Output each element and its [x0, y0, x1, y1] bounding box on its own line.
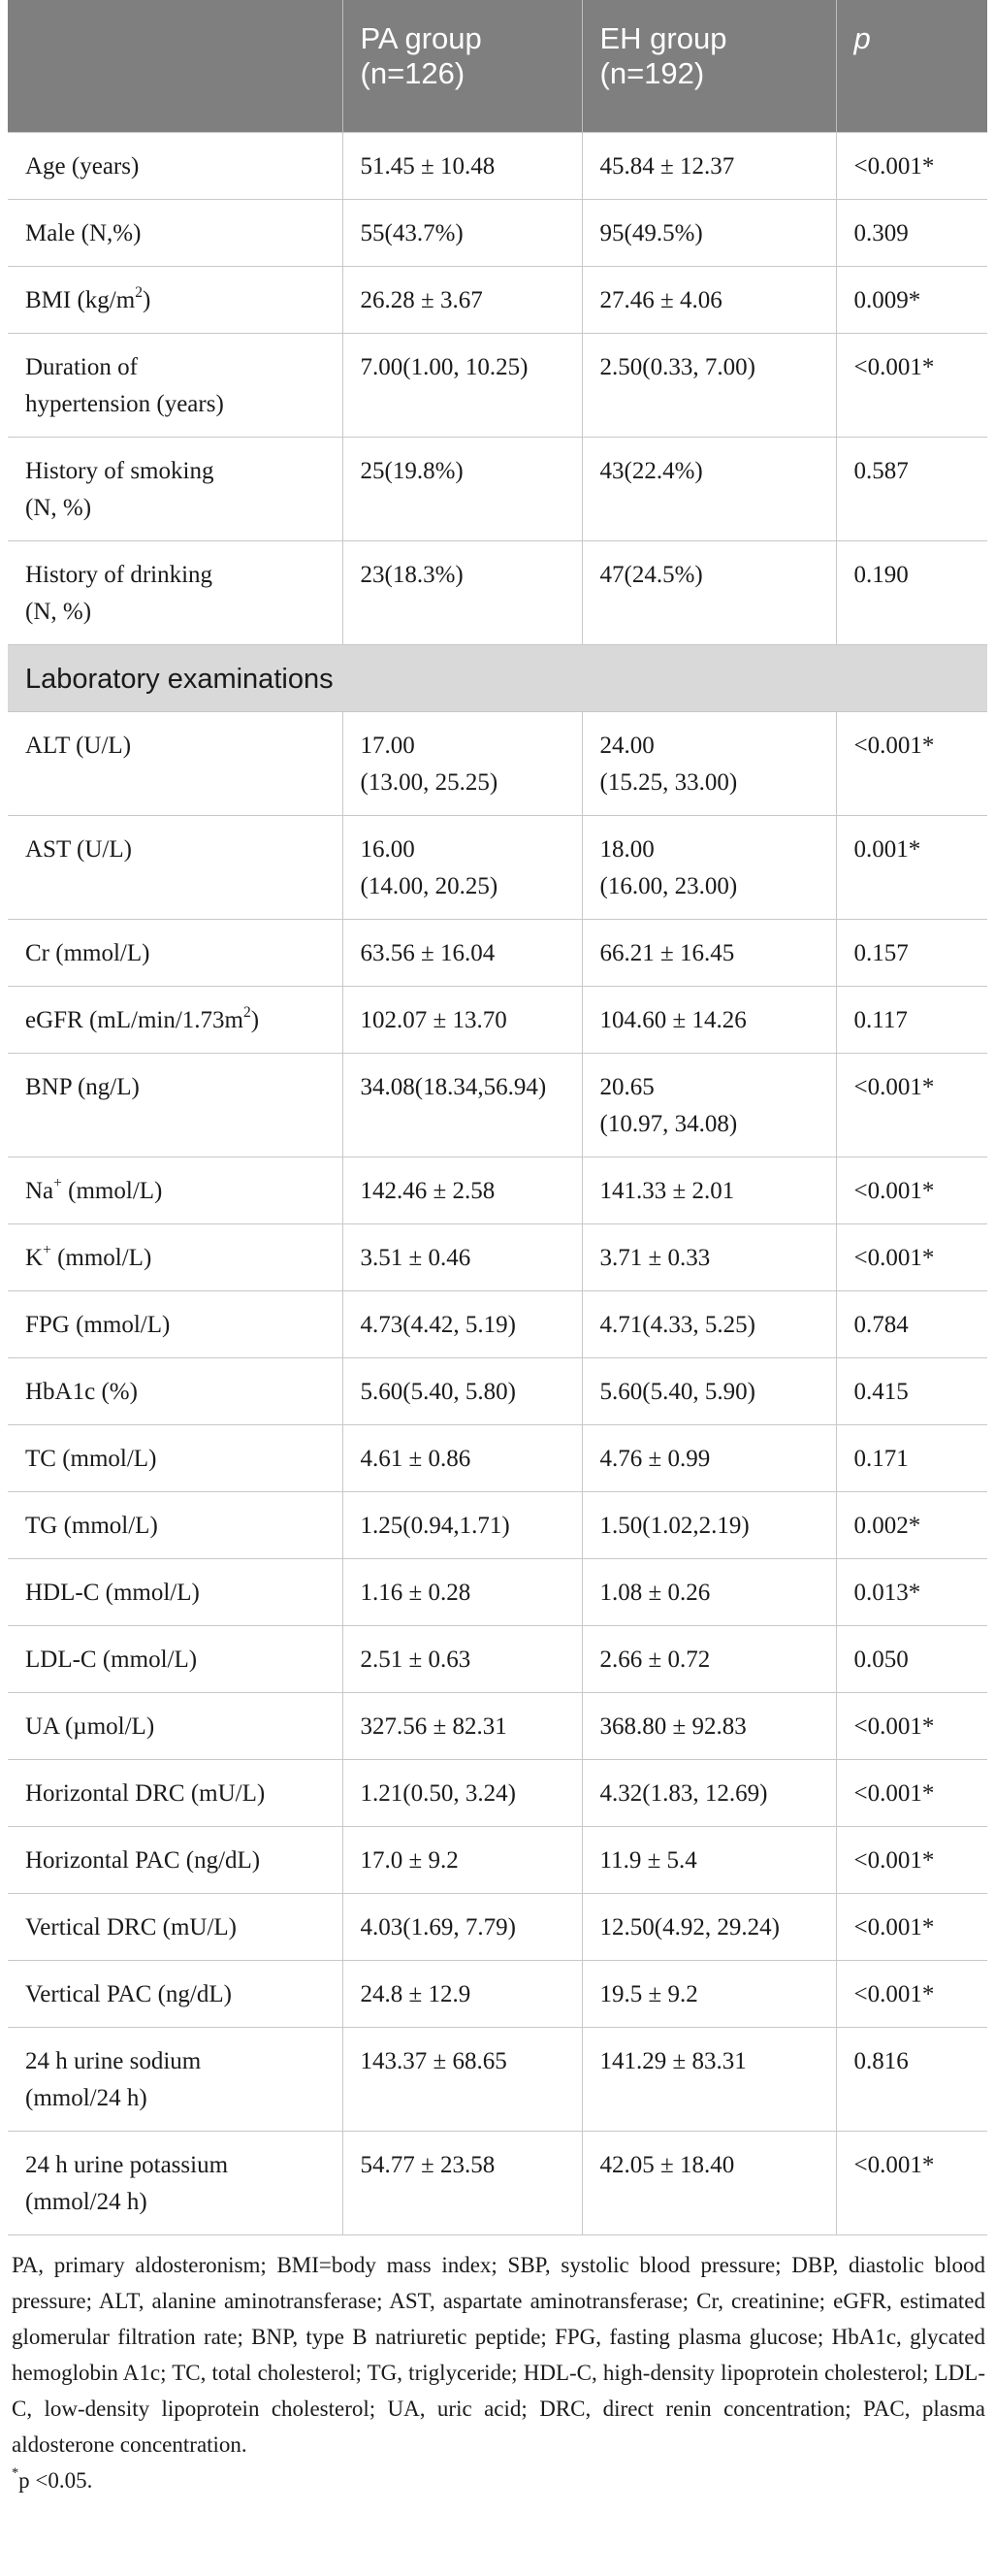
row-label [8, 1357, 342, 1424]
row-label-text: Duration of hypertension (years) [25, 353, 224, 417]
significance-marker: * [12, 2465, 19, 2482]
section-label: Laboratory examinations [8, 644, 987, 711]
p-value: 0.001* [836, 815, 987, 919]
eh-group-value: 1.08 ± 0.26 [582, 1558, 836, 1625]
p-value: 0.415 [836, 1357, 987, 1424]
eh-group-value: 104.60 ± 14.26 [582, 986, 836, 1053]
header-pa-group-text: PA group (n=126) [360, 21, 482, 90]
eh-group-value: 12.50(4.92, 29.24) [582, 1893, 836, 1960]
table-row [8, 1558, 987, 1625]
pa-group-value: 4.61 ± 0.86 [342, 1424, 582, 1491]
pa-group-value: 34.08(18.34,56.94) [342, 1053, 582, 1157]
row-label-text: K [25, 1244, 44, 1271]
table-footnote [8, 2247, 987, 2498]
row-label-suffix: (mmol/L) [50, 1244, 152, 1271]
pa-group-value: 1.16 ± 0.28 [342, 1558, 582, 1625]
pa-group-value: 16.00 (14.00, 20.25) [342, 815, 582, 919]
row-label [8, 1625, 342, 1692]
row-label-text: Na [25, 1177, 54, 1204]
pa-group-value: 102.07 ± 13.70 [342, 986, 582, 1053]
row-label [8, 1893, 342, 1960]
p-value: <0.001* [836, 1826, 987, 1893]
row-label [8, 1053, 342, 1157]
table-row [8, 1759, 987, 1826]
eh-group-value: 2.66 ± 0.72 [582, 1625, 836, 1692]
row-label [8, 1558, 342, 1625]
table-header-row [8, 0, 987, 132]
header-blank [8, 0, 342, 132]
row-label-text: BNP (ng/L) [25, 1073, 140, 1100]
row-label-superscript: + [43, 1241, 51, 1258]
pa-group-value: 2.51 ± 0.63 [342, 1625, 582, 1692]
table-body [8, 132, 987, 2234]
table-row [8, 132, 987, 199]
eh-group-value: 11.9 ± 5.4 [582, 1826, 836, 1893]
pa-group-value: 142.46 ± 2.58 [342, 1157, 582, 1223]
row-label [8, 1692, 342, 1759]
row-label [8, 540, 342, 644]
eh-group-value: 95(49.5%) [582, 199, 836, 266]
p-value: 0.002* [836, 1491, 987, 1558]
row-label [8, 986, 342, 1053]
row-label-text: HbA1c (%) [25, 1378, 138, 1405]
pa-group-value: 4.03(1.69, 7.79) [342, 1893, 582, 1960]
table-row [8, 1692, 987, 1759]
pa-group-value: 23(18.3%) [342, 540, 582, 644]
eh-group-value: 45.84 ± 12.37 [582, 132, 836, 199]
row-label [8, 2027, 342, 2131]
pa-group-value: 143.37 ± 68.65 [342, 2027, 582, 2131]
p-value: 0.587 [836, 437, 987, 540]
p-value: <0.001* [836, 711, 987, 815]
eh-group-value: 43(22.4%) [582, 437, 836, 540]
p-value: 0.013* [836, 1558, 987, 1625]
pa-group-value: 17.00 (13.00, 25.25) [342, 711, 582, 815]
row-label [8, 1290, 342, 1357]
p-value: 0.816 [836, 2027, 987, 2131]
row-label-text: Age (years) [25, 152, 140, 179]
table-row [8, 1625, 987, 1692]
row-label-text: BMI (kg/m [25, 286, 136, 313]
row-label [8, 2131, 342, 2234]
pa-group-value: 3.51 ± 0.46 [342, 1223, 582, 1290]
characteristics-table [8, 0, 987, 2235]
row-label-text: Horizontal PAC (ng/dL) [25, 1846, 261, 1874]
row-label [8, 333, 342, 437]
row-label-text: Cr (mmol/L) [25, 939, 150, 966]
p-value: <0.001* [836, 1759, 987, 1826]
eh-group-value: 19.5 ± 9.2 [582, 1960, 836, 2027]
eh-group-value: 4.71(4.33, 5.25) [582, 1290, 836, 1357]
row-label [8, 1223, 342, 1290]
p-value: <0.001* [836, 1692, 987, 1759]
header-p-text: p [853, 21, 871, 55]
row-label-suffix: ) [250, 1006, 260, 1033]
row-label-text: eGFR (mL/min/1.73m [25, 1006, 243, 1033]
eh-group-value: 47(24.5%) [582, 540, 836, 644]
row-label-text: TG (mmol/L) [25, 1512, 158, 1539]
row-label [8, 919, 342, 986]
pa-group-value: 5.60(5.40, 5.80) [342, 1357, 582, 1424]
table-row [8, 1893, 987, 1960]
significance-text: p <0.05. [18, 2467, 93, 2493]
p-value: <0.001* [836, 333, 987, 437]
table-row [8, 1960, 987, 2027]
p-value: <0.001* [836, 1157, 987, 1223]
header-eh-group-text: EH group (n=192) [599, 21, 727, 90]
row-label [8, 1759, 342, 1826]
table-row [8, 1357, 987, 1424]
row-label [8, 199, 342, 266]
table-row [8, 815, 987, 919]
pa-group-value: 327.56 ± 82.31 [342, 1692, 582, 1759]
table-row [8, 919, 987, 986]
row-label [8, 437, 342, 540]
table-row [8, 986, 987, 1053]
row-label-text: Horizontal DRC (mU/L) [25, 1779, 266, 1807]
header-pa-group [342, 0, 582, 132]
document-page [8, 0, 987, 2498]
row-label [8, 1424, 342, 1491]
row-label [8, 1157, 342, 1223]
row-label [8, 266, 342, 333]
eh-group-value: 66.21 ± 16.45 [582, 919, 836, 986]
table-row [8, 2027, 987, 2131]
row-label-text: History of smoking (N, %) [25, 457, 214, 521]
table-row [8, 1053, 987, 1157]
p-value: <0.001* [836, 2131, 987, 2234]
pa-group-value: 4.73(4.42, 5.19) [342, 1290, 582, 1357]
eh-group-value: 4.76 ± 0.99 [582, 1424, 836, 1491]
row-label-text: Vertical PAC (ng/dL) [25, 1980, 232, 2007]
eh-group-value: 141.29 ± 83.31 [582, 2027, 836, 2131]
row-label-text: UA (µmol/L) [25, 1712, 155, 1740]
table-row [8, 540, 987, 644]
row-label-text: Male (N,%) [25, 219, 142, 246]
eh-group-value: 141.33 ± 2.01 [582, 1157, 836, 1223]
table-row [8, 1290, 987, 1357]
eh-group-value: 18.00 (16.00, 23.00) [582, 815, 836, 919]
pa-group-value: 17.0 ± 9.2 [342, 1826, 582, 1893]
p-value: 0.190 [836, 540, 987, 644]
p-value: <0.001* [836, 1053, 987, 1157]
row-label-superscript: 2 [135, 283, 143, 301]
p-value: <0.001* [836, 1223, 987, 1290]
row-label-superscript: 2 [243, 1003, 251, 1021]
row-label-text: 24 h urine potassium (mmol/24 h) [25, 2151, 229, 2215]
pa-group-value: 54.77 ± 23.58 [342, 2131, 582, 2234]
p-value: 0.309 [836, 199, 987, 266]
eh-group-value: 1.50(1.02,2.19) [582, 1491, 836, 1558]
eh-group-value: 368.80 ± 92.83 [582, 1692, 836, 1759]
row-label-text: HDL-C (mmol/L) [25, 1579, 200, 1606]
p-value: 0.784 [836, 1290, 987, 1357]
pa-group-value: 24.8 ± 12.9 [342, 1960, 582, 2027]
pa-group-value: 7.00(1.00, 10.25) [342, 333, 582, 437]
p-value: <0.001* [836, 1893, 987, 1960]
row-label-suffix: (mmol/L) [61, 1177, 163, 1204]
eh-group-value: 27.46 ± 4.06 [582, 266, 836, 333]
table-row [8, 711, 987, 815]
table-row [8, 437, 987, 540]
eh-group-value: 5.60(5.40, 5.90) [582, 1357, 836, 1424]
table-row [8, 1223, 987, 1290]
footnote-significance [12, 2462, 985, 2498]
row-label [8, 1491, 342, 1558]
table-row [8, 199, 987, 266]
p-value: 0.171 [836, 1424, 987, 1491]
row-label [8, 815, 342, 919]
row-label-text: AST (U/L) [25, 835, 132, 863]
row-label [8, 132, 342, 199]
table-row [8, 1424, 987, 1491]
row-label-suffix: ) [142, 286, 151, 313]
p-value: 0.157 [836, 919, 987, 986]
pa-group-value: 55(43.7%) [342, 199, 582, 266]
row-label [8, 1960, 342, 2027]
section-row [8, 644, 987, 711]
table-row [8, 266, 987, 333]
row-label-text: 24 h urine sodium (mmol/24 h) [25, 2047, 202, 2111]
pa-group-value: 25(19.8%) [342, 437, 582, 540]
eh-group-value: 20.65 (10.97, 34.08) [582, 1053, 836, 1157]
pa-group-value: 63.56 ± 16.04 [342, 919, 582, 986]
p-value: 0.050 [836, 1625, 987, 1692]
table-row [8, 1491, 987, 1558]
row-label [8, 711, 342, 815]
pa-group-value: 26.28 ± 3.67 [342, 266, 582, 333]
table-row [8, 1157, 987, 1223]
header-eh-group [582, 0, 836, 132]
table-row [8, 333, 987, 437]
eh-group-value: 4.32(1.83, 12.69) [582, 1759, 836, 1826]
table-row [8, 1826, 987, 1893]
header-p-value [836, 0, 987, 132]
eh-group-value: 2.50(0.33, 7.00) [582, 333, 836, 437]
row-label-text: History of drinking (N, %) [25, 561, 213, 625]
p-value: 0.117 [836, 986, 987, 1053]
p-value: <0.001* [836, 1960, 987, 2027]
footnote-abbreviations: PA, primary aldosteronism; BMI=body mass index; SBP, systolic blood pressure; DBP, diastolic blood pressure; ALT, alanine aminotransferase; AST, aspartate aminotransferase; Cr, creatinine; eGFR, estimated glomerular filtration rate; BNP, type B natriuretic peptide; FPG, fasting plasma glucose; HbA1c, glycated hemoglobin A1c; TC, total cholesterol; TG, triglyceride; HDL-C, high-density lipoprotein cholesterol; LDL-C, low-density lipoprotein cholesterol; UA, uric acid; DRC, direct renin concentration; PAC, plasma aldosterone concentration. [12, 2252, 985, 2457]
eh-group-value: 3.71 ± 0.33 [582, 1223, 836, 1290]
row-label-text: ALT (U/L) [25, 732, 132, 759]
row-label-text: LDL-C (mmol/L) [25, 1646, 198, 1673]
row-label [8, 1826, 342, 1893]
pa-group-value: 1.21(0.50, 3.24) [342, 1759, 582, 1826]
pa-group-value: 1.25(0.94,1.71) [342, 1491, 582, 1558]
p-value: <0.001* [836, 132, 987, 199]
row-label-text: FPG (mmol/L) [25, 1311, 171, 1338]
row-label-superscript: + [53, 1174, 62, 1191]
row-label-text: Vertical DRC (mU/L) [25, 1913, 238, 1940]
table-row [8, 2131, 987, 2234]
eh-group-value: 24.00 (15.25, 33.00) [582, 711, 836, 815]
eh-group-value: 42.05 ± 18.40 [582, 2131, 836, 2234]
row-label-text: TC (mmol/L) [25, 1445, 157, 1472]
pa-group-value: 51.45 ± 10.48 [342, 132, 582, 199]
p-value: 0.009* [836, 266, 987, 333]
